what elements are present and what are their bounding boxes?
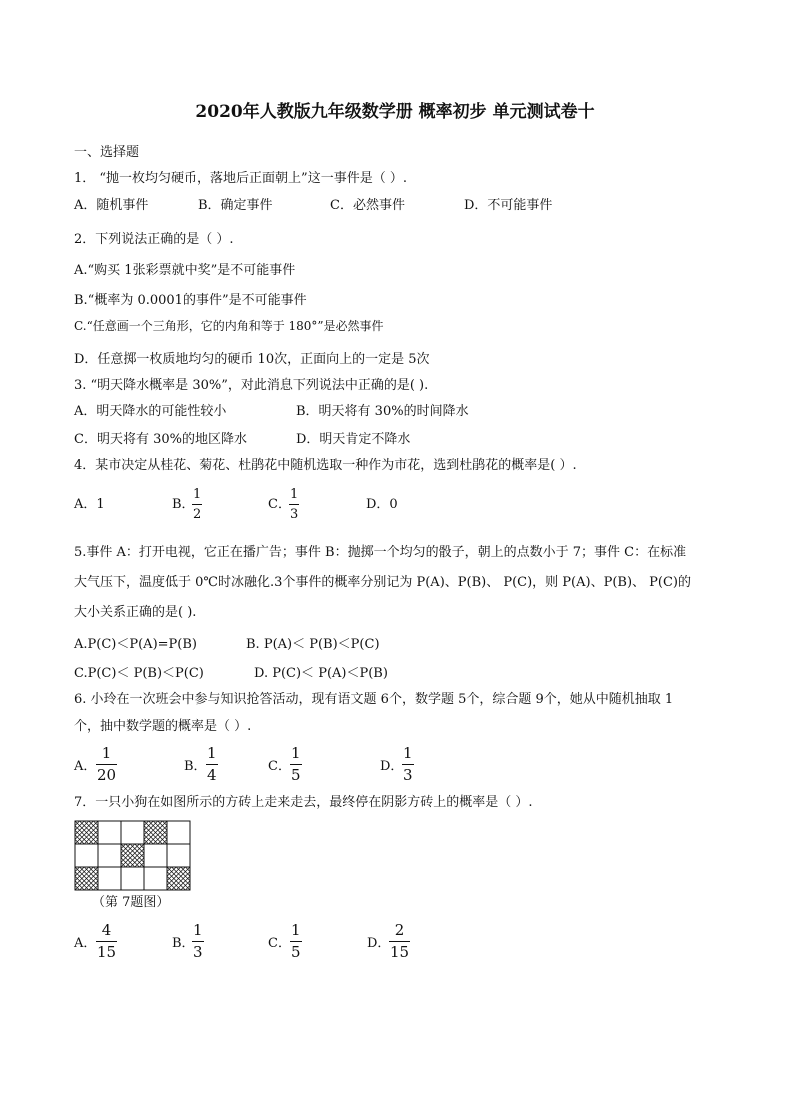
q6-option-c-fraction <box>290 746 302 783</box>
q4-option-c-label: C． <box>268 497 291 512</box>
q7-option-d-fraction <box>389 923 410 960</box>
tile <box>121 867 144 890</box>
q2-option-a: A.“购买 1张彩票就中奖”是不可能事件 <box>74 263 296 278</box>
section-heading: 一、选择题 <box>74 145 140 160</box>
fraction-numerator: 1 <box>291 744 301 762</box>
figure-caption: （第 7题图） <box>92 895 170 910</box>
fraction-numerator: 1 <box>403 744 413 762</box>
q6-option-b-fraction <box>206 746 218 783</box>
fraction-numerator: 2 <box>394 921 405 939</box>
q4-option-c-fraction <box>289 488 299 521</box>
fraction-denominator: 5 <box>291 943 301 961</box>
q2-option-d: D．任意掷一枚质地均匀的硬币 10次，正面向上的一定是 5次 <box>74 352 430 367</box>
q5-option-d: D. P(C)＜ P(A)＜P(B) <box>254 666 388 681</box>
fraction-denominator: 15 <box>390 943 410 961</box>
fraction-denominator: 20 <box>97 766 117 784</box>
fraction-denominator: 4 <box>207 766 217 784</box>
tile <box>167 844 190 867</box>
q3-option-b: B．明天将有 30%的时间降水 <box>296 404 469 419</box>
q7-option-c-label: C． <box>268 936 291 951</box>
fraction-denominator: 3 <box>289 504 299 521</box>
q7-option-c-fraction <box>290 923 302 960</box>
fraction-denominator: 5 <box>291 766 301 784</box>
fraction-denominator: 3 <box>403 766 413 784</box>
question-1-stem: 1． “抛一枚均匀硬币，落地后正面朝上”这一事件是（ ）. <box>74 171 407 186</box>
fraction-numerator: 1 <box>291 921 301 939</box>
tile-grid-figure <box>74 820 192 891</box>
fraction-numerator: 1 <box>193 921 203 939</box>
tile <box>98 867 121 890</box>
fraction-numerator: 1 <box>207 744 217 762</box>
question-3-stem: 3. “明天降水概率是 30%”，对此消息下列说法中正确的是( ). <box>74 378 429 393</box>
fraction-numerator: 1 <box>193 487 202 502</box>
fraction-denominator: 15 <box>97 943 117 961</box>
q1-option-a: A．随机事件 <box>74 198 149 213</box>
question-7-stem: 7．一只小狗在如图所示的方砖上走来走去，最终停在阴影方砖上的概率是（ ）. <box>74 795 533 810</box>
fraction-denominator: 2 <box>192 504 202 521</box>
fraction-numerator: 1 <box>101 744 112 762</box>
q6-option-b-label: B． <box>184 759 207 774</box>
q4-option-d: D．0 <box>366 497 398 512</box>
tile <box>98 844 121 867</box>
question-5-line-1: 5.事件 A：打开电视，它正在播广告；事件 B：抛掷一个均匀的骰子，朝上的点数小于 7；事件 C：在标准 <box>74 545 687 560</box>
page-title: 2020年人教版九年级数学册 概率初步 单元测试卷十 <box>195 102 595 122</box>
q1-option-b: B．确定事件 <box>198 198 273 213</box>
q4-option-b-fraction <box>192 488 202 521</box>
q6-option-d-label: D． <box>380 759 404 774</box>
q3-option-c: C．明天将有 30%的地区降水 <box>74 432 247 447</box>
q1-option-d: D．不可能事件 <box>464 198 553 213</box>
q6-option-c-label: C． <box>268 759 291 774</box>
fraction-numerator: 1 <box>290 487 299 502</box>
q7-option-d-label: D． <box>367 936 391 951</box>
q7-option-b-label: B． <box>172 936 195 951</box>
q5-option-b: B. P(A)＜ P(B)＜P(C) <box>246 637 380 652</box>
q7-option-a-fraction <box>96 923 117 960</box>
q4-option-b-label: B． <box>172 497 195 512</box>
q4-option-a: A．1 <box>74 497 105 512</box>
q2-option-b: B.“概率为 0.0001的事件”是不可能事件 <box>74 293 307 308</box>
q5-option-c: C.P(C)＜ P(B)＜P(C) <box>74 666 204 681</box>
tile <box>144 844 167 867</box>
question-2-stem: 2．下列说法正确的是（ ）. <box>74 232 234 247</box>
question-4-stem: 4．某市决定从桂花、菊花、杜鹃花中随机选取一种作为市花，选到杜鹃花的概率是( ）. <box>74 458 577 473</box>
q2-option-c: C.“任意画一个三角形，它的内角和等于 180°”是必然事件 <box>74 319 384 333</box>
q3-option-d: D．明天肯定不降水 <box>296 432 411 447</box>
tile <box>167 821 190 844</box>
q6-option-a-label: A． <box>74 759 97 774</box>
tile <box>75 844 98 867</box>
tile <box>121 821 144 844</box>
q1-option-c: C．必然事件 <box>330 198 405 213</box>
question-5-line-3: 大小关系正确的是( ). <box>74 605 197 620</box>
q6-option-d-fraction <box>402 746 414 783</box>
tile <box>144 867 167 890</box>
q3-option-a: A．明天降水的可能性较小 <box>74 404 227 419</box>
tile-grid <box>74 820 192 891</box>
question-6-line-2: 个，抽中数学题的概率是（ ）. <box>74 719 252 734</box>
fraction-denominator: 3 <box>193 943 203 961</box>
question-5-line-2: 大气压下，温度低于 0℃时冰融化.3个事件的概率分别记为 P(A)、P(B)、 P(C)，则 P(A)、P(B)、 P(C)的 <box>74 575 691 590</box>
question-6-line-1: 6. 小玲在一次班会中参与知识抢答活动，现有语文题 6个，数学题 5个，综合题 9个，她从中随机抽取 1 <box>74 692 674 707</box>
q6-option-a-fraction <box>96 746 117 783</box>
q7-option-b-fraction <box>192 923 204 960</box>
q5-option-a: A.P(C)＜P(A)=P(B) <box>74 637 197 652</box>
tile <box>98 821 121 844</box>
fraction-numerator: 4 <box>101 921 112 939</box>
q7-option-a-label: A． <box>74 936 97 951</box>
